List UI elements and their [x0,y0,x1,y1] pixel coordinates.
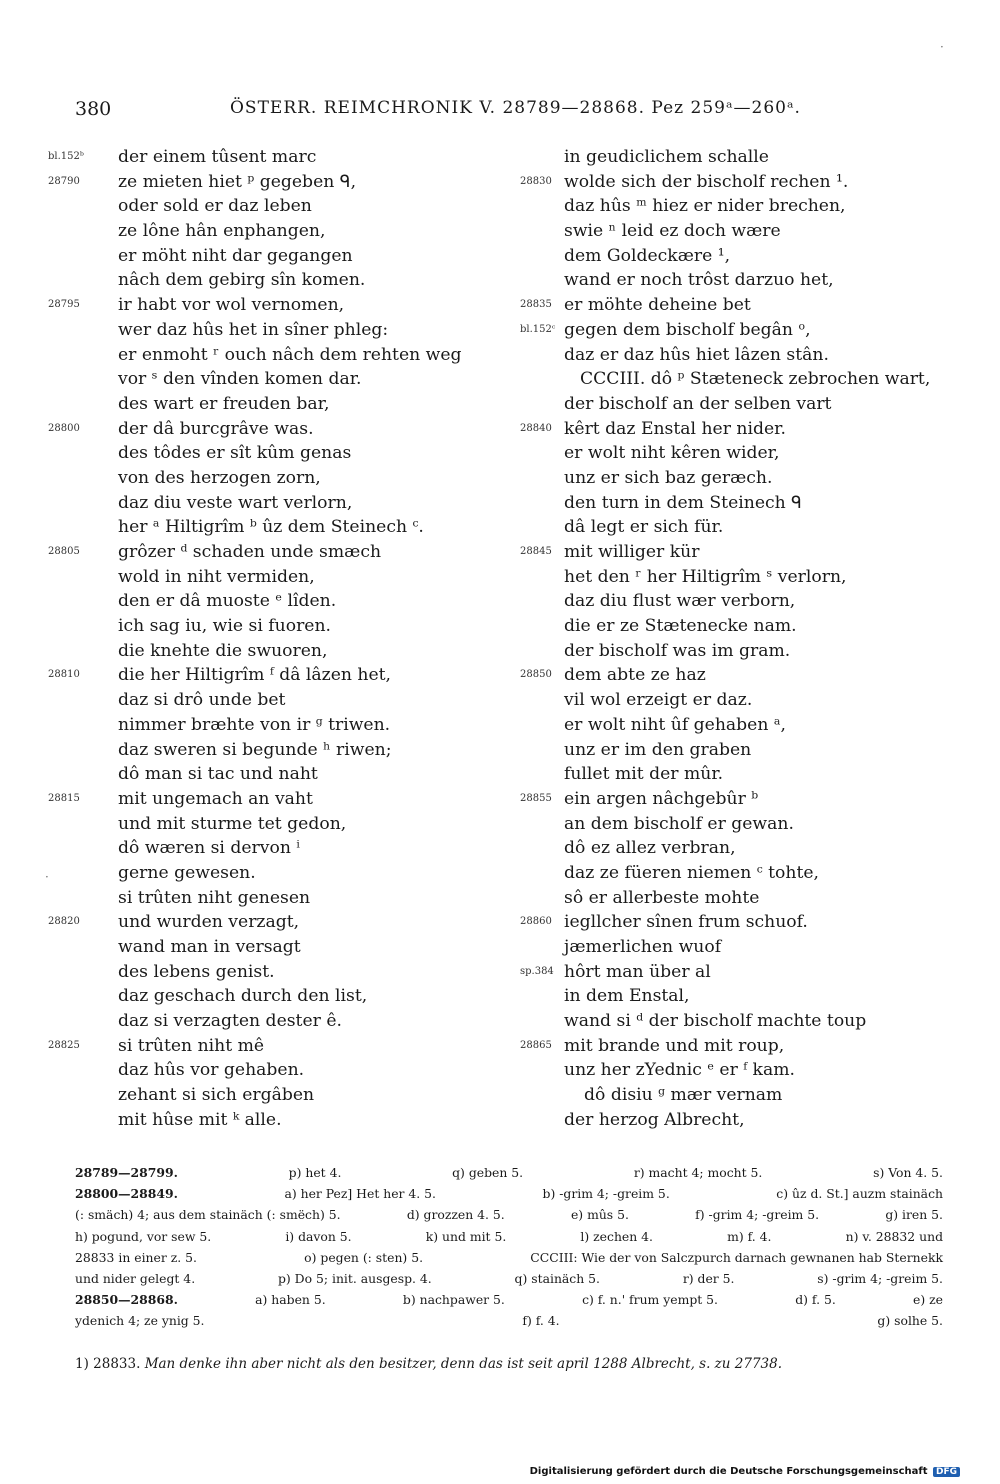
verse-line [48,244,508,269]
verse-line [520,984,960,1009]
verse-line [48,589,508,614]
apparatus-entry: b) nachpawer 5. [402,1292,505,1308]
apparatus-entry: r) der 5. [682,1271,735,1287]
verse-line [520,589,960,614]
verse-text: mit brande und mit roup, [564,1035,785,1056]
dfg-logo: DFG [933,1467,960,1477]
verse-text: dô disiu ᵍ mær vernam [584,1085,783,1106]
verse-line [48,960,508,985]
apparatus-entry: s) Von 4. 5. [873,1165,943,1180]
verse-text: der bischolf an der selben vart [564,393,832,414]
verse-line [48,836,508,861]
verse-line [520,639,960,664]
verse-line [48,219,508,244]
line-number: 28815 [48,792,80,804]
verse-line [520,614,960,639]
verse-text: daz sweren si begunde ʰ riwen; [118,739,392,760]
verse-text: die her Hiltigrîm ᶠ dâ lâzen het, [118,665,392,686]
verse-text: wand er noch trôst darzuo het, [564,270,834,291]
margin-dot: · [45,870,49,884]
verse-text: mit hûse mit ᵏ alle. [118,1109,282,1130]
verse-text: er wolt niht kêren wider, [564,443,780,464]
line-number: bl.152ᵇ [48,151,84,162]
apparatus-entry: (: smäch) 4; aus dem stainäch (: smëch) 5. [75,1207,341,1223]
apparatus-row [75,1204,943,1225]
apparatus-entry: k) und mit 5. [425,1228,507,1244]
apparatus-entry: CCCIII: Wie der von Salczpurch darnach gewnanen hab Sternekk [530,1249,943,1265]
apparatus-row [75,1162,943,1183]
verse-text: den turn in dem Steinech ᑫ [564,492,802,513]
verse-line [48,984,508,1009]
line-number: 28845 [520,546,552,557]
page-number: 380 [75,98,112,120]
verse-line [520,219,960,244]
verse-text: daz si drô unde bet [118,690,286,711]
line-number: 28800 [48,422,80,434]
verse-text: si trûten niht mê [118,1035,265,1056]
verse-line [48,614,508,639]
margin-dot: · [940,40,944,54]
verse-text: dô wæren si dervon ⁱ [118,838,300,859]
verse-text: ir habt vor wol vernomen, [118,295,345,316]
line-number: 28795 [48,299,80,311]
verse-line [520,713,960,738]
verse-line [48,663,508,688]
apparatus-entry: s) -grim 4; -greim 5. [817,1271,943,1287]
apparatus-entry: i) davon 5. [285,1228,352,1244]
apparatus-entry: g) iren 5. [885,1207,943,1223]
verse-line [520,491,960,516]
digitization-credit [530,1466,960,1477]
verse-text: wer daz hûs het in sîner phleg: [118,319,389,340]
verse-line [48,540,508,565]
verse-line [520,1058,960,1083]
verse-line [48,343,508,368]
verse-line [520,935,960,960]
verse-text: er wolt niht ûf gehaben ᵃ, [564,714,786,735]
verse-line [48,367,508,392]
verse-line [48,861,508,886]
verse-line [520,343,960,368]
verse-line [48,145,508,170]
page-header [75,98,935,124]
verse-text: her ᵃ Hiltigrîm ᵇ ûz dem Steinech ᶜ. [118,517,424,538]
verse-text: daz hûs vor gehaben. [118,1060,305,1081]
verse-text: daz si verzagten dester ê. [118,1011,342,1032]
apparatus-row [75,1310,943,1331]
verse-text: sô er allerbeste mohte [564,887,760,908]
verse-text: der einem tûsent marc [118,147,317,167]
line-number: 28860 [520,916,552,928]
verse-text: iegllcher sînen frum schuof. [564,912,808,933]
verse-line [48,318,508,343]
footnote [75,1356,945,1372]
verse-line [520,1108,960,1133]
line-number: 28830 [520,175,552,187]
verse-line [48,886,508,911]
verse-text: er möht niht dar gegangen [118,245,353,266]
verse-line [48,713,508,738]
verse-line [520,170,960,195]
verse-text: daz ze füeren niemen ᶜ tohte, [564,862,820,883]
verse-text: fullet mit der mûr. [564,764,724,785]
line-number: 28855 [520,792,552,804]
apparatus-entry: q) geben 5. [452,1165,524,1180]
verse-line [520,886,960,911]
line-number: 28835 [520,299,552,311]
verse-line [48,1058,508,1083]
verse-text: CCCIII. dô ᵖ Stæteneck zebrochen wart, [580,369,931,390]
footnote-text: Man denke ihn aber nicht als den besitzer, denn das ist seit april 1288 Albrecht, s. zu 27738. [144,1356,783,1372]
verse-line [520,565,960,590]
verse-line [48,935,508,960]
verse-text: mit ungemach an vaht [118,788,313,809]
verse-line [520,268,960,293]
verse-line [520,318,960,343]
verse-line [48,441,508,466]
apparatus-entry: m) f. 4. [727,1228,772,1244]
verse-line [48,515,508,540]
verse-line [48,293,508,318]
verse-text: grôzer ᵈ schaden unde smæch [118,542,382,562]
verse-text: gerne gewesen. [118,862,256,883]
apparatus-entry: f) -grim 4; -greim 5. [695,1207,820,1223]
verse-line [48,787,508,812]
line-number: 28820 [48,916,80,928]
verse-text: die knehte die swuoren, [118,640,328,661]
running-title: ÖSTERR. REIMCHRONIK V. 28789—28868. Pez 259ᵃ—260ᵃ. [230,98,801,118]
footnote-number: 1) 28833. [75,1356,141,1372]
verse-text: nimmer bræhte von ir ᵍ triwen. [118,714,391,735]
verse-line [48,639,508,664]
apparatus-entry: e) mûs 5. [570,1207,629,1223]
verse-text: und wurden verzagt, [118,912,300,933]
verse-line [520,466,960,491]
verse-line [48,1009,508,1034]
verse-line [520,1083,960,1108]
line-number: sp.384 [520,965,554,977]
apparatus-entry: 28789—28799. [75,1165,178,1180]
verse-line [48,1108,508,1133]
verse-text: unz her zYednic ᵉ er ᶠ kam. [564,1060,795,1081]
apparatus-row [75,1268,943,1289]
verse-text: daz er daz hûs hiet lâzen stân. [564,344,829,365]
verse-text: und mit sturme tet gedon, [118,813,347,834]
verse-line [48,688,508,713]
verse-text: vor ˢ den vînden komen dar. [118,369,362,390]
verse-text: dem abte ze haz [564,665,706,686]
verse-text: an dem bischolf er gewan. [564,813,794,834]
verse-line [520,540,960,565]
verse-line [48,392,508,417]
verse-line [48,910,508,935]
verse-line [520,861,960,886]
verse-text: der herzog Albrecht, [564,1109,745,1130]
line-number: 28790 [48,175,80,187]
verse-line [48,1034,508,1059]
verse-line [48,491,508,516]
apparatus-entry: a) haben 5. [255,1292,326,1308]
apparatus-entry: d) grozzen 4. 5. [406,1207,505,1223]
verse-line [520,663,960,688]
apparatus-entry: c) f. n.' frum yempt 5. [582,1292,718,1308]
apparatus-entry: r) macht 4; mocht 5. [633,1165,763,1180]
verse-text: der bischolf was im gram. [564,640,791,661]
verse-text: nâch dem gebirg sîn komen. [118,270,366,291]
verse-text: daz diu flust wær verborn, [564,591,796,612]
verse-text: oder sold er daz leben [118,196,312,217]
verse-text: dô ez allez verbran, [564,838,736,859]
line-number: 28850 [520,669,552,681]
verse-line [48,194,508,219]
apparatus-row [75,1289,943,1310]
right-verse-column [520,145,960,1133]
verse-line [520,293,960,318]
apparatus-entry: a) her Pez] Het her 4. 5. [284,1186,436,1202]
verse-line [520,515,960,540]
verse-text: dem Goldeckære ¹, [564,245,731,266]
apparatus-entry: p) het 4. [288,1165,342,1180]
verse-line [48,738,508,763]
verse-text: vil wol erzeigt er daz. [564,690,753,711]
verse-text: jæmerlichen wuof [564,937,722,957]
verse-text: wand man in versagt [118,937,301,957]
apparatus-row [75,1226,943,1247]
verse-line [520,688,960,713]
verse-line [520,738,960,763]
verse-text: daz hûs ᵐ hiez er nider brechen, [564,196,846,217]
verse-text: des wart er freuden bar, [118,393,330,414]
verse-line [48,812,508,837]
apparatus-entry: l) zechen 4. [580,1228,653,1244]
line-number: bl.152ᶜ [520,323,556,335]
verse-line [48,466,508,491]
apparatus-entry: d) f. 5. [795,1292,836,1308]
apparatus-entry: o) pegen (: sten) 5. [304,1249,424,1265]
verse-text: het den ʳ her Hiltigrîm ˢ verlorn, [564,566,847,587]
verse-line [520,1009,960,1034]
line-number: 28805 [48,546,80,557]
verse-line [520,145,960,170]
verse-text: dô man si tac und naht [118,764,318,785]
apparatus-entry: n) v. 28832 und [845,1228,943,1244]
verse-text: er möhte deheine bet [564,295,751,316]
verse-text: in dem Enstal, [564,986,690,1007]
apparatus-entry: 28850—28868. [75,1292,178,1308]
verse-line [520,910,960,935]
verse-text: gegen dem bischolf begân ᵒ, [564,319,811,340]
apparatus-entry: h) pogund, vor sew 5. [75,1228,212,1244]
apparatus-entry: f) f. 4. [522,1313,560,1329]
apparatus-entry: p) Do 5; init. ausgesp. 4. [277,1271,432,1287]
verse-text: ze lône hân enphangen, [118,221,326,242]
verse-line [520,787,960,812]
verse-text: unz er im den graben [564,739,752,760]
verse-line [520,812,960,837]
verse-text: mit williger kür [564,542,700,562]
verse-text: den er dâ muoste ᵉ lîden. [118,591,337,612]
verse-text: dâ legt er sich für. [564,517,724,538]
verse-text: daz geschach durch den list, [118,986,368,1007]
verse-line [48,268,508,293]
verse-text: des lebens genist. [118,961,275,982]
verse-line [48,170,508,195]
apparatus-entry: c) ûz d. St.] auzm stainäch [776,1186,943,1202]
verse-line [520,367,960,392]
verse-text: zehant si sich ergâben [118,1085,315,1106]
apparatus-entry: e) ze [913,1292,943,1308]
verse-text: ein argen nâchgebûr ᵇ [564,788,759,809]
verse-text: der dâ burcgrâve was. [118,418,314,439]
verse-text: ich sag iu, wie si fuoren. [118,616,332,637]
left-verse-column [48,145,508,1133]
verse-line [520,244,960,269]
verse-line [520,1034,960,1059]
verse-text: swie ⁿ leid ez doch wære [564,221,781,242]
verse-text: unz er sich baz geræch. [564,467,773,488]
line-number: 28825 [48,1039,80,1051]
verse-line [48,565,508,590]
verse-text: kêrt daz Enstal her nider. [564,418,786,439]
line-number: 28810 [48,669,80,681]
verse-line [520,194,960,219]
verse-line [520,417,960,442]
apparatus-entry: g) solhe 5. [877,1313,943,1329]
verse-text: daz diu veste wart verlorn, [118,492,353,513]
verse-text: er enmoht ʳ ouch nâch dem rehten weg [118,344,462,365]
verse-line [520,960,960,985]
verse-line [48,417,508,442]
verse-line [48,1083,508,1108]
apparatus-entry: ydenich 4; ze ynig 5. [75,1313,205,1329]
credit-text: Digitalisierung gefördert durch die Deutsche Forschungsgemeinschaft [529,1466,928,1477]
verse-text: wand si ᵈ der bischolf machte toup [564,1011,867,1032]
verse-line [48,762,508,787]
verse-text: ze mieten hiet ᵖ gegeben ᑫ, [118,171,357,192]
apparatus-row [75,1183,943,1204]
verse-text: hôrt man über al [564,961,711,982]
line-number: 28865 [520,1039,552,1051]
verse-text: des tôdes er sît kûm genas [118,443,352,464]
verse-line [520,762,960,787]
verse-text: wold in niht vermiden, [118,566,315,587]
verse-text: von des herzogen zorn, [118,467,321,488]
apparatus-entry: q) stainäch 5. [514,1271,600,1287]
verse-line [520,836,960,861]
apparatus-entry: und nider gelegt 4. [75,1271,196,1287]
apparatus-entry: 28800—28849. [75,1186,178,1202]
verse-line [520,441,960,466]
verse-text: si trûten niht genesen [118,887,311,908]
verse-text: wolde sich der bischolf rechen ¹. [564,171,849,192]
line-number: 28840 [520,422,552,434]
apparatus-entry: b) -grim 4; -greim 5. [542,1186,670,1202]
verse-text: die er ze Stæteneckе nam. [564,616,797,637]
critical-apparatus [75,1162,943,1332]
apparatus-row [75,1247,943,1268]
verse-text: in geudiclichem schalle [564,147,769,167]
apparatus-entry: 28833 in einer z. 5. [75,1249,197,1265]
verse-line [520,392,960,417]
